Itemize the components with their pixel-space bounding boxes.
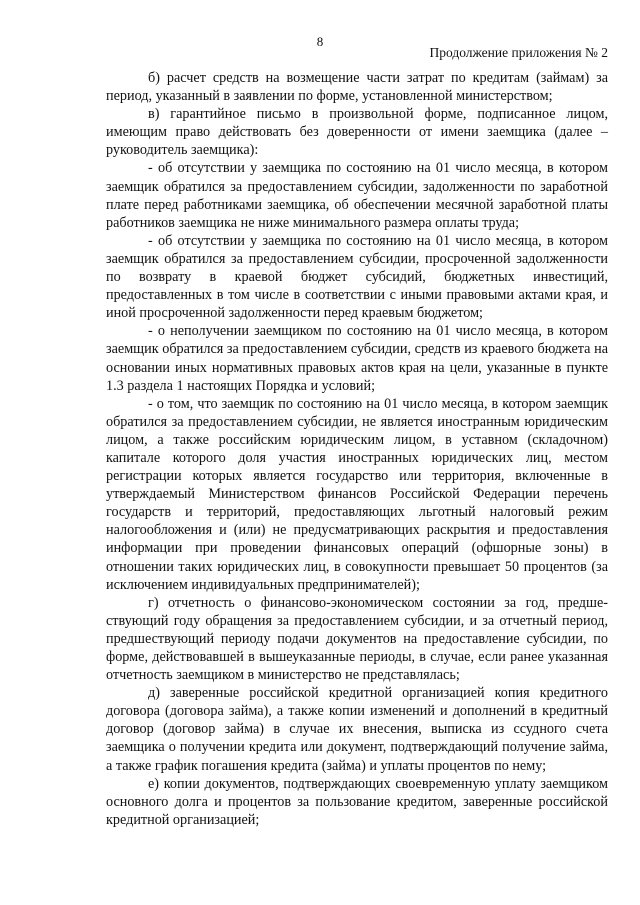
paragraph-v-guarantee-letter: в) гарантийное письмо в произвольной форме, подписанное лицом, имеющим право действовать без доверенности от имени заемщика (далее – руководитель заемщика): (106, 106, 608, 159)
paragraph-no-other-funds: - о неполучении заемщиком по состоянию на 01 число месяца, в котором заемщик обратился за предоставлением субсидии, средств из краевого бюджета на основании иных нормативных правовых актов края на цели, указанные в пункте 1.3 раздела 1 настоящих Порядка и условий; (106, 323, 608, 394)
paragraph-d-loan-agreement: д) заверенные российской кредитной организацией копия кредитного договора (договора займа), а также копии изменений и дополнений в кредитный договор (договор займа) в случае их внесения, выписка из ссудного счета заемщика о получении кредита или документ, подтверждающий получение займа, а также график погашения кредита (займа) и уплаты процентов по нему; (106, 685, 608, 774)
document-body (106, 69, 608, 829)
paragraph-e-payment-documents: е) копии документов, подтверждающих своевременную уплату заемщиком основного долга и процентов за пользование кредитом, заверенные российской кредитной организацией; (106, 775, 608, 828)
paragraph-b-calculation: б) расчет средств на возмещение части затрат по кредитам (займам) за период, указанный в заявлении по форме, установленной министерством; (106, 70, 608, 105)
paragraph-no-wage-arrears: - об отсутствии у заемщика по состоянию на 01 число месяца, в котором заемщик обратился за предоставлением субсидии, задолженности по заработной плате перед работниками заемщика, об обеспечении месячной заработной платы работников заемщика не ниже минимального размера оплаты труда; (106, 160, 608, 231)
paragraph-no-budget-debt: - об отсутствии у заемщика по состоянию на 01 число месяца, в котором заемщик обратился за предоставлением субсидии, просроченной задолженности по возврату в краевой бюджет субсидий, бюджетных инвестиций, предоставленных в том числе в соответствии с иными правовыми актами края, и иной просроченной задолженности перед краевым бюджетом; (106, 232, 608, 322)
page-number: 8 (316, 34, 324, 49)
appendix-continuation-label: Продолжение приложения № 2 (429, 45, 608, 60)
paragraph-not-foreign-entity: - о том, что заемщик по состоянию на 01 число месяца, в котором заемщик обратился за предоставлением субсидии, не является иностранным юридическим лицом, а также российским юридическим лицом, в уставном (складочном) капитале которого доля участия иностранных юридических лиц, местом регистрации которых является государство или территория, включенные в утверждаемый Министерством финансов Российской Федерации перечень государств и территорий, предоставляющих льготный налоговый режим налогообложения и (или) не предусматривающих раскрытия и предоставления информации при проведении финансовых операций (офшорные зоны) в отношении таких юридических лиц, в совокупности превышает 50 процентов (за исключением индивидуальных предпринимателей); (106, 395, 608, 593)
paragraph-g-financial-reports: г) отчетность о финансово-экономическом состоянии за год, предшествующий году обращения за предоставлением субсидии, и за отчетный период, предшествующий периоду подачи документов на предоставление субсидии, по форме, действовавшей в вышеуказанные периоды, в случае, если ранее указанная отчетность заемщиком в министерство не представлялась; (106, 594, 608, 684)
